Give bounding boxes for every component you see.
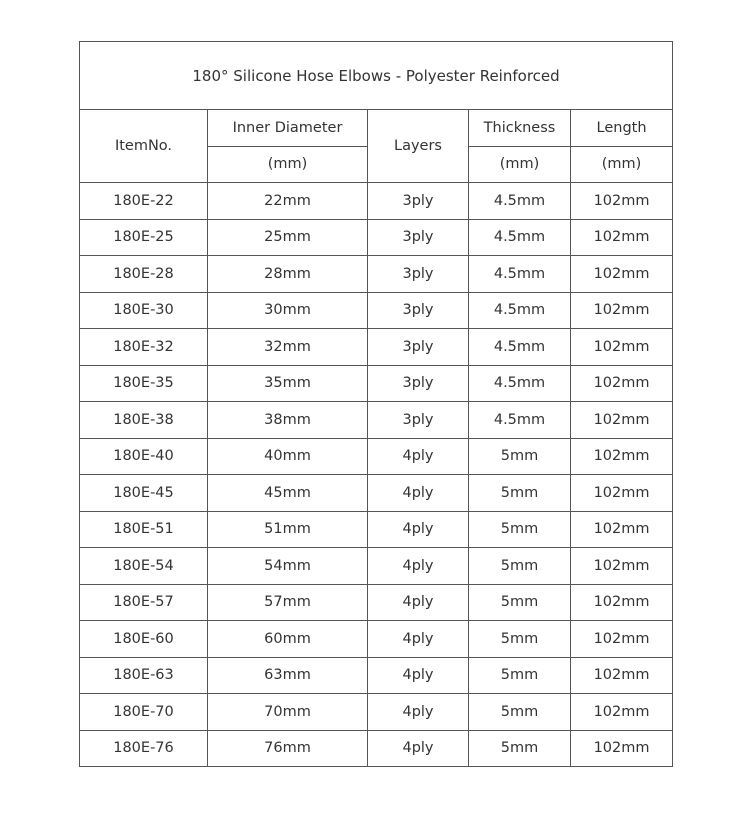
header-inner-diameter-unit: (mm) <box>208 146 368 183</box>
cell-thickness: 4.5mm <box>469 219 571 256</box>
cell-length: 102mm <box>571 256 673 293</box>
cell-length: 102mm <box>571 183 673 220</box>
cell-item-no: 180E-28 <box>80 256 208 293</box>
cell-item-no: 180E-40 <box>80 438 208 475</box>
cell-inner-diameter: 30mm <box>208 292 368 329</box>
table-row <box>80 402 673 439</box>
cell-layers: 4ply <box>368 548 469 585</box>
cell-layers: 4ply <box>368 511 469 548</box>
cell-thickness: 4.5mm <box>469 365 571 402</box>
table-row <box>80 621 673 658</box>
cell-inner-diameter: 40mm <box>208 438 368 475</box>
table-row <box>80 292 673 329</box>
cell-length: 102mm <box>571 584 673 621</box>
cell-inner-diameter: 63mm <box>208 657 368 694</box>
cell-inner-diameter: 45mm <box>208 475 368 512</box>
table-row <box>80 475 673 512</box>
cell-thickness: 4.5mm <box>469 256 571 293</box>
table-row <box>80 438 673 475</box>
table-row <box>80 694 673 731</box>
cell-length: 102mm <box>571 292 673 329</box>
header-length-unit: (mm) <box>571 146 673 183</box>
cell-item-no: 180E-30 <box>80 292 208 329</box>
cell-layers: 3ply <box>368 292 469 329</box>
table-body <box>80 183 673 767</box>
cell-inner-diameter: 54mm <box>208 548 368 585</box>
cell-item-no: 180E-25 <box>80 219 208 256</box>
cell-layers: 3ply <box>368 219 469 256</box>
cell-thickness: 5mm <box>469 438 571 475</box>
cell-item-no: 180E-60 <box>80 621 208 658</box>
cell-layers: 3ply <box>368 365 469 402</box>
header-item-no: ItemNo. <box>80 110 208 183</box>
header-layers: Layers <box>368 110 469 183</box>
cell-layers: 4ply <box>368 621 469 658</box>
spec-table <box>79 41 673 767</box>
cell-thickness: 5mm <box>469 584 571 621</box>
cell-length: 102mm <box>571 730 673 767</box>
cell-item-no: 180E-54 <box>80 548 208 585</box>
cell-length: 102mm <box>571 657 673 694</box>
cell-inner-diameter: 28mm <box>208 256 368 293</box>
cell-thickness: 5mm <box>469 621 571 658</box>
cell-item-no: 180E-51 <box>80 511 208 548</box>
table-title: 180° Silicone Hose Elbows - Polyester Reinforced <box>80 42 673 110</box>
header-length: Length <box>571 110 673 147</box>
cell-thickness: 4.5mm <box>469 329 571 366</box>
cell-length: 102mm <box>571 548 673 585</box>
cell-item-no: 180E-70 <box>80 694 208 731</box>
cell-inner-diameter: 76mm <box>208 730 368 767</box>
cell-item-no: 180E-38 <box>80 402 208 439</box>
cell-inner-diameter: 70mm <box>208 694 368 731</box>
cell-thickness: 5mm <box>469 657 571 694</box>
cell-item-no: 180E-45 <box>80 475 208 512</box>
cell-layers: 3ply <box>368 256 469 293</box>
cell-length: 102mm <box>571 219 673 256</box>
table-row <box>80 329 673 366</box>
cell-inner-diameter: 32mm <box>208 329 368 366</box>
cell-layers: 3ply <box>368 329 469 366</box>
cell-layers: 4ply <box>368 584 469 621</box>
cell-item-no: 180E-63 <box>80 657 208 694</box>
cell-inner-diameter: 57mm <box>208 584 368 621</box>
cell-length: 102mm <box>571 475 673 512</box>
cell-layers: 4ply <box>368 730 469 767</box>
header-row-1 <box>80 110 673 147</box>
cell-thickness: 5mm <box>469 730 571 767</box>
cell-layers: 4ply <box>368 694 469 731</box>
cell-inner-diameter: 60mm <box>208 621 368 658</box>
table-row <box>80 183 673 220</box>
table-row <box>80 365 673 402</box>
cell-thickness: 4.5mm <box>469 292 571 329</box>
cell-item-no: 180E-35 <box>80 365 208 402</box>
cell-inner-diameter: 25mm <box>208 219 368 256</box>
cell-length: 102mm <box>571 365 673 402</box>
cell-item-no: 180E-57 <box>80 584 208 621</box>
table-row <box>80 548 673 585</box>
cell-length: 102mm <box>571 621 673 658</box>
header-thickness: Thickness <box>469 110 571 147</box>
table-row <box>80 256 673 293</box>
cell-length: 102mm <box>571 694 673 731</box>
cell-length: 102mm <box>571 402 673 439</box>
cell-length: 102mm <box>571 511 673 548</box>
cell-thickness: 5mm <box>469 548 571 585</box>
cell-inner-diameter: 51mm <box>208 511 368 548</box>
cell-inner-diameter: 22mm <box>208 183 368 220</box>
cell-thickness: 4.5mm <box>469 402 571 439</box>
cell-layers: 3ply <box>368 183 469 220</box>
table-row <box>80 584 673 621</box>
table-row <box>80 730 673 767</box>
cell-thickness: 5mm <box>469 475 571 512</box>
cell-layers: 4ply <box>368 657 469 694</box>
cell-thickness: 4.5mm <box>469 183 571 220</box>
table-row <box>80 219 673 256</box>
cell-item-no: 180E-22 <box>80 183 208 220</box>
cell-thickness: 5mm <box>469 511 571 548</box>
table-row <box>80 657 673 694</box>
cell-length: 102mm <box>571 329 673 366</box>
cell-layers: 3ply <box>368 402 469 439</box>
cell-item-no: 180E-32 <box>80 329 208 366</box>
cell-item-no: 180E-76 <box>80 730 208 767</box>
cell-length: 102mm <box>571 438 673 475</box>
header-inner-diameter: Inner Diameter <box>208 110 368 147</box>
table-row <box>80 511 673 548</box>
cell-inner-diameter: 35mm <box>208 365 368 402</box>
title-row <box>80 42 673 110</box>
cell-layers: 4ply <box>368 475 469 512</box>
cell-thickness: 5mm <box>469 694 571 731</box>
cell-inner-diameter: 38mm <box>208 402 368 439</box>
header-thickness-unit: (mm) <box>469 146 571 183</box>
cell-layers: 4ply <box>368 438 469 475</box>
